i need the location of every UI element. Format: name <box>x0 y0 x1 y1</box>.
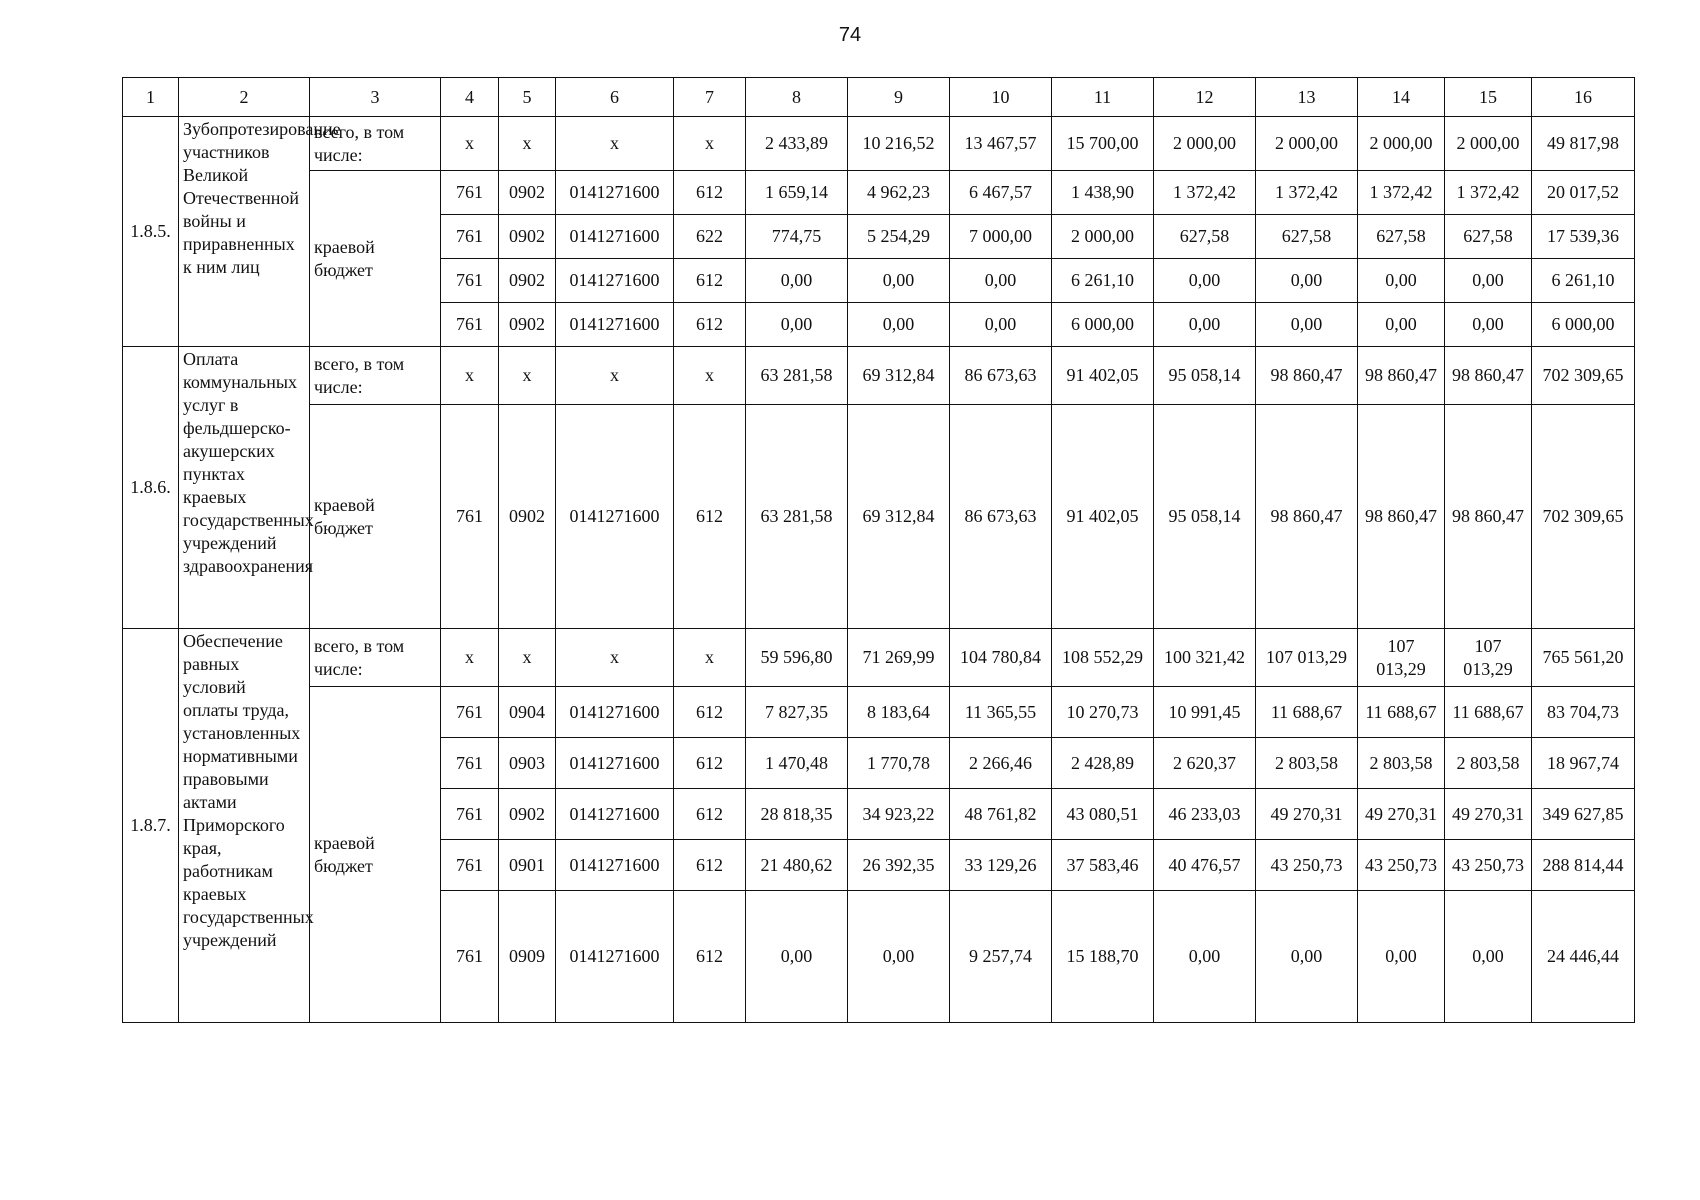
total-cell: 98 860,47 <box>1358 347 1445 405</box>
section-code: 1.8.5. <box>123 117 179 347</box>
table-cell: 761 <box>441 738 499 789</box>
table-cell: 0141271600 <box>556 303 674 347</box>
table-cell: 43 080,51 <box>1052 789 1154 840</box>
table-cell: 2 803,58 <box>1358 738 1445 789</box>
table-cell: 0,00 <box>1358 891 1445 1023</box>
table-cell: 0,00 <box>1445 303 1532 347</box>
table-cell: 49 270,31 <box>1358 789 1445 840</box>
table-cell: 15 188,70 <box>1052 891 1154 1023</box>
table-cell: 0,00 <box>746 259 848 303</box>
total-cell: 107 013,29 <box>1256 629 1358 687</box>
table-cell: 0,00 <box>1445 891 1532 1023</box>
total-cell: 765 561,20 <box>1532 629 1635 687</box>
table-cell: 86 673,63 <box>950 405 1052 629</box>
table-cell: 0904 <box>499 687 556 738</box>
section-total-row <box>123 117 1635 171</box>
table-cell: 0141271600 <box>556 687 674 738</box>
table-cell: 702 309,65 <box>1532 405 1635 629</box>
table-cell: 0,00 <box>1358 259 1445 303</box>
table-cell: 98 860,47 <box>1256 405 1358 629</box>
column-header: 1 <box>123 78 179 117</box>
total-label: всего, в том числе: <box>310 347 441 405</box>
header-row <box>123 78 1635 117</box>
table-cell: 612 <box>674 891 746 1023</box>
column-header: 12 <box>1154 78 1256 117</box>
table-cell: 0141271600 <box>556 171 674 215</box>
column-header: 5 <box>499 78 556 117</box>
table-cell: 0903 <box>499 738 556 789</box>
total-cell: 91 402,05 <box>1052 347 1154 405</box>
table-cell: 2 266,46 <box>950 738 1052 789</box>
table-cell: 612 <box>674 687 746 738</box>
total-cell: 10 216,52 <box>848 117 950 171</box>
column-header: 3 <box>310 78 441 117</box>
table-cell: 37 583,46 <box>1052 840 1154 891</box>
total-cell: 104 780,84 <box>950 629 1052 687</box>
total-cell: 49 817,98 <box>1532 117 1635 171</box>
table-cell: 6 261,10 <box>1052 259 1154 303</box>
table-cell: 0141271600 <box>556 215 674 259</box>
table-cell: 10 991,45 <box>1154 687 1256 738</box>
table-cell: 95 058,14 <box>1154 405 1256 629</box>
table-cell: 627,58 <box>1358 215 1445 259</box>
total-cell: х <box>674 117 746 171</box>
total-cell: 2 000,00 <box>1154 117 1256 171</box>
column-header: 14 <box>1358 78 1445 117</box>
table-cell: 7 827,35 <box>746 687 848 738</box>
table-cell: 11 688,67 <box>1445 687 1532 738</box>
table-cell: 0,00 <box>746 303 848 347</box>
table-cell: 612 <box>674 171 746 215</box>
table-cell: 0909 <box>499 891 556 1023</box>
table-cell: 24 446,44 <box>1532 891 1635 1023</box>
table-cell: 0,00 <box>746 891 848 1023</box>
total-cell: 86 673,63 <box>950 347 1052 405</box>
table-row <box>123 171 1635 215</box>
total-cell: 71 269,99 <box>848 629 950 687</box>
column-header: 11 <box>1052 78 1154 117</box>
table-cell: 0,00 <box>1154 259 1256 303</box>
column-header: 13 <box>1256 78 1358 117</box>
table-cell: 612 <box>674 789 746 840</box>
total-cell: 107 013,29 <box>1358 629 1445 687</box>
table-cell: 0,00 <box>1358 303 1445 347</box>
total-cell: х <box>441 347 499 405</box>
total-cell: 108 552,29 <box>1052 629 1154 687</box>
table-cell: 2 000,00 <box>1052 215 1154 259</box>
table-cell: 761 <box>441 687 499 738</box>
table-cell: 98 860,47 <box>1445 405 1532 629</box>
total-cell: х <box>441 117 499 171</box>
table-cell: 0141271600 <box>556 789 674 840</box>
table-cell: 1 372,42 <box>1256 171 1358 215</box>
total-cell: 95 058,14 <box>1154 347 1256 405</box>
table-cell: 2 620,37 <box>1154 738 1256 789</box>
total-cell: 2 000,00 <box>1445 117 1532 171</box>
total-cell: 63 281,58 <box>746 347 848 405</box>
total-label: всего, в том числе: <box>310 629 441 687</box>
table-cell: 761 <box>441 840 499 891</box>
table-cell: 612 <box>674 259 746 303</box>
table-cell: 0,00 <box>848 303 950 347</box>
table-cell: 18 967,74 <box>1532 738 1635 789</box>
total-cell: 2 433,89 <box>746 117 848 171</box>
column-header: 6 <box>556 78 674 117</box>
table-cell: 1 470,48 <box>746 738 848 789</box>
total-cell: 69 312,84 <box>848 347 950 405</box>
table-cell: 0902 <box>499 303 556 347</box>
total-cell: х <box>674 347 746 405</box>
table-cell: 761 <box>441 259 499 303</box>
table-cell: 6 000,00 <box>1532 303 1635 347</box>
table-cell: 17 539,36 <box>1532 215 1635 259</box>
table-cell: 0,00 <box>1154 303 1256 347</box>
table-cell: 0141271600 <box>556 738 674 789</box>
table-cell: 761 <box>441 789 499 840</box>
table-cell: 6 261,10 <box>1532 259 1635 303</box>
table-cell: 0,00 <box>848 259 950 303</box>
total-cell: 98 860,47 <box>1445 347 1532 405</box>
table-cell: 0902 <box>499 789 556 840</box>
table-cell: 761 <box>441 891 499 1023</box>
table-cell: 0,00 <box>950 259 1052 303</box>
table-cell: 1 372,42 <box>1154 171 1256 215</box>
table-cell: 0141271600 <box>556 891 674 1023</box>
table-cell: 10 270,73 <box>1052 687 1154 738</box>
table-cell: 6 000,00 <box>1052 303 1154 347</box>
table-cell: 0,00 <box>1256 259 1358 303</box>
total-cell: х <box>556 629 674 687</box>
table-cell: 0902 <box>499 259 556 303</box>
section-name: Обеспечение равных условий оплаты труда, установленных нормативными правовыми актами Приморского края, работникам краевых государственных учреждений <box>179 629 310 1023</box>
section-name: Зубопротезирование участников Великой Отечественной войны и приравненных к ним лиц <box>179 117 310 347</box>
table-cell: 2 803,58 <box>1445 738 1532 789</box>
table-cell: 761 <box>441 215 499 259</box>
table-cell: 0,00 <box>848 891 950 1023</box>
budget-table <box>122 77 1635 1023</box>
total-cell: 98 860,47 <box>1256 347 1358 405</box>
column-header: 10 <box>950 78 1052 117</box>
table-cell: 91 402,05 <box>1052 405 1154 629</box>
table-cell: 49 270,31 <box>1256 789 1358 840</box>
total-cell: 13 467,57 <box>950 117 1052 171</box>
table-cell: 0901 <box>499 840 556 891</box>
table-cell: 622 <box>674 215 746 259</box>
total-cell: х <box>499 347 556 405</box>
table-cell: 0,00 <box>950 303 1052 347</box>
table-cell: 20 017,52 <box>1532 171 1635 215</box>
section-total-row <box>123 347 1635 405</box>
table-cell: 0141271600 <box>556 259 674 303</box>
column-header: 2 <box>179 78 310 117</box>
table-cell: 612 <box>674 840 746 891</box>
funding-source: краевой бюджет <box>310 405 441 629</box>
table-cell: 83 704,73 <box>1532 687 1635 738</box>
table-cell: 49 270,31 <box>1445 789 1532 840</box>
table-cell: 2 803,58 <box>1256 738 1358 789</box>
table-cell: 7 000,00 <box>950 215 1052 259</box>
column-header: 15 <box>1445 78 1532 117</box>
table-cell: 11 365,55 <box>950 687 1052 738</box>
table-cell: 34 923,22 <box>848 789 950 840</box>
total-label: всего, в том числе: <box>310 117 441 171</box>
section-code: 1.8.7. <box>123 629 179 1023</box>
total-cell: 702 309,65 <box>1532 347 1635 405</box>
page-number: 74 <box>838 24 862 46</box>
table-cell: 21 480,62 <box>746 840 848 891</box>
table-cell: 0902 <box>499 215 556 259</box>
table-cell: 11 688,67 <box>1358 687 1445 738</box>
table-cell: 1 372,42 <box>1358 171 1445 215</box>
table-cell: 612 <box>674 405 746 629</box>
table-cell: 774,75 <box>746 215 848 259</box>
total-cell: х <box>499 117 556 171</box>
total-cell: 2 000,00 <box>1256 117 1358 171</box>
total-cell: х <box>499 629 556 687</box>
column-header: 16 <box>1532 78 1635 117</box>
table-row <box>123 405 1635 629</box>
funding-source: краевой бюджет <box>310 171 441 347</box>
table-cell: 6 467,57 <box>950 171 1052 215</box>
total-cell: 59 596,80 <box>746 629 848 687</box>
section-code: 1.8.6. <box>123 347 179 629</box>
total-cell: 107 013,29 <box>1445 629 1532 687</box>
table-cell: 46 233,03 <box>1154 789 1256 840</box>
total-cell: х <box>556 117 674 171</box>
table-cell: 612 <box>674 738 746 789</box>
table-cell: 288 814,44 <box>1532 840 1635 891</box>
table-cell: 0,00 <box>1445 259 1532 303</box>
table-row <box>123 687 1635 738</box>
table-cell: 0902 <box>499 171 556 215</box>
table-cell: 627,58 <box>1445 215 1532 259</box>
funding-source: краевой бюджет <box>310 687 441 1023</box>
table-cell: 43 250,73 <box>1358 840 1445 891</box>
total-cell: 15 700,00 <box>1052 117 1154 171</box>
table-cell: 4 962,23 <box>848 171 950 215</box>
total-cell: 100 321,42 <box>1154 629 1256 687</box>
table-cell: 69 312,84 <box>848 405 950 629</box>
table-cell: 761 <box>441 303 499 347</box>
total-cell: 2 000,00 <box>1358 117 1445 171</box>
table-cell: 98 860,47 <box>1358 405 1445 629</box>
table-cell: 2 428,89 <box>1052 738 1154 789</box>
column-header: 8 <box>746 78 848 117</box>
total-cell: х <box>441 629 499 687</box>
column-header: 9 <box>848 78 950 117</box>
table-cell: 48 761,82 <box>950 789 1052 840</box>
total-cell: х <box>556 347 674 405</box>
table-cell: 0,00 <box>1154 891 1256 1023</box>
table-cell: 43 250,73 <box>1445 840 1532 891</box>
table-cell: 11 688,67 <box>1256 687 1358 738</box>
table-cell: 1 770,78 <box>848 738 950 789</box>
table-cell: 40 476,57 <box>1154 840 1256 891</box>
table-cell: 1 438,90 <box>1052 171 1154 215</box>
table-cell: 28 818,35 <box>746 789 848 840</box>
table-cell: 5 254,29 <box>848 215 950 259</box>
table-cell: 0141271600 <box>556 840 674 891</box>
table-cell: 0141271600 <box>556 405 674 629</box>
total-cell: х <box>674 629 746 687</box>
table-cell: 26 392,35 <box>848 840 950 891</box>
table-cell: 612 <box>674 303 746 347</box>
table-cell: 63 281,58 <box>746 405 848 629</box>
section-total-row <box>123 629 1635 687</box>
table-cell: 43 250,73 <box>1256 840 1358 891</box>
table-cell: 9 257,74 <box>950 891 1052 1023</box>
table-cell: 33 129,26 <box>950 840 1052 891</box>
table-cell: 8 183,64 <box>848 687 950 738</box>
section-name: Оплата коммунальных услуг в фельдшерско-акушерских пунктах краевых государственных учреждений здравоохранения <box>179 347 310 629</box>
table-cell: 1 372,42 <box>1445 171 1532 215</box>
table-cell: 627,58 <box>1154 215 1256 259</box>
table-cell: 0,00 <box>1256 303 1358 347</box>
table-cell: 0902 <box>499 405 556 629</box>
column-header: 4 <box>441 78 499 117</box>
table-cell: 1 659,14 <box>746 171 848 215</box>
column-header: 7 <box>674 78 746 117</box>
table-cell: 627,58 <box>1256 215 1358 259</box>
table-cell: 761 <box>441 171 499 215</box>
table-cell: 0,00 <box>1256 891 1358 1023</box>
table-cell: 761 <box>441 405 499 629</box>
table-cell: 349 627,85 <box>1532 789 1635 840</box>
